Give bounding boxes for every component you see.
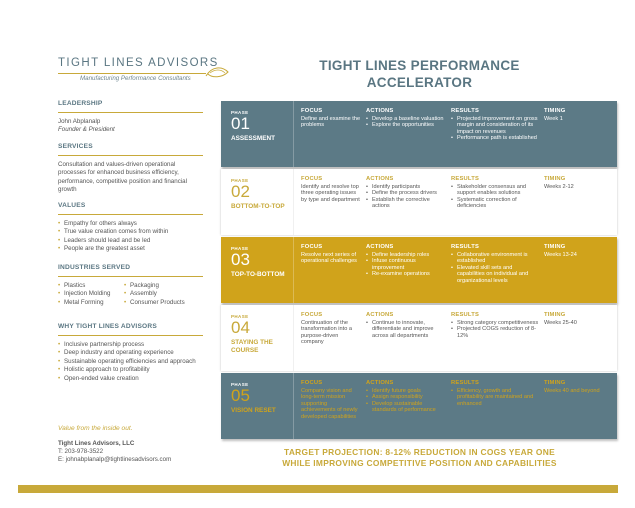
result-item: • Projected improvement on gross margin and consideration of its impact on revenues: [451, 116, 539, 136]
why-item: • Inclusive partnership process: [58, 341, 203, 350]
phase-name: STAYING THE COURSE: [231, 339, 273, 354]
industry-item: • Plastics: [58, 282, 124, 291]
focus-cell: [301, 380, 361, 421]
action-item: • Develop a baseline valuation: [366, 116, 444, 123]
phase-number: 05: [231, 386, 250, 405]
phase-number: 03: [231, 250, 250, 269]
column-divider: [293, 373, 294, 439]
why-heading: WHY TIGHT LINES ADVISORS: [58, 323, 203, 336]
result-item: • Projected COGS reduction of 8-12%: [451, 326, 539, 339]
why-item: • Sustainable operating efficiencies and approach: [58, 358, 203, 367]
values-section: [58, 202, 203, 254]
timing-heading: TIMING: [544, 380, 566, 386]
results-cell: [451, 380, 539, 407]
timing-text: Weeks 25-40: [544, 319, 577, 326]
phase-label: [231, 314, 291, 354]
timing-text: Week 1: [544, 115, 563, 122]
leader-name: John Abplanalp: [58, 117, 101, 125]
sidebar-tagline: Value from the inside out.: [58, 425, 133, 432]
column-divider: [293, 237, 294, 303]
projection-line-1: TARGET PROJECTION: 8-12% REDUCTION IN COGS YEAR ONE: [284, 447, 555, 457]
focus-heading: FOCUS: [301, 312, 323, 318]
actions-heading: ACTIONS: [366, 312, 394, 318]
values-item: • True value creation comes from within: [58, 228, 203, 237]
industries-heading: INDUSTRIES SERVED: [58, 264, 203, 277]
industry-item: • Consumer Products: [124, 299, 190, 308]
phase-row-02: [221, 169, 617, 235]
results-cell: [451, 176, 539, 210]
focus-text: Continuation of the transformation into a purpose-driven company: [301, 319, 352, 346]
why-item: • Holistic approach to profitability: [58, 366, 203, 375]
timing-heading: TIMING: [544, 176, 566, 182]
phase-row-05: [221, 373, 617, 439]
focus-cell: [301, 244, 361, 265]
result-item: • Elevated skill sets and capabilities on individual and organizational levels: [451, 265, 539, 285]
phase-name: BOTTOM-TO-TOP: [231, 203, 285, 210]
phase-label: [231, 110, 291, 143]
industries-section: [58, 264, 203, 307]
values-heading: VALUES: [58, 202, 203, 215]
actions-cell: [366, 108, 444, 129]
phase-name: TOP-TO-BOTTOM: [231, 271, 285, 278]
actions-heading: ACTIONS: [366, 176, 394, 182]
values-item: • Empathy for others always: [58, 220, 203, 229]
why-item: • Open-ended value creation: [58, 375, 203, 384]
actions-heading: ACTIONS: [366, 108, 394, 114]
phase-number: 01: [231, 114, 250, 133]
services-section: [58, 143, 203, 195]
action-item: • Establish the corrective actions: [366, 197, 444, 210]
focus-text: Resolve next series of operational challenges: [301, 251, 357, 265]
why-section: [58, 323, 203, 383]
phase-name: VISION RESET: [231, 407, 276, 414]
results-heading: RESULTS: [451, 380, 480, 386]
logo-name: TIGHT LINES ADVISORS: [58, 57, 219, 69]
column-divider: [293, 169, 294, 235]
leader-role: Founder & President: [58, 126, 115, 133]
title-line-1: TIGHT LINES PERFORMANCE: [319, 58, 520, 73]
timing-cell: [544, 108, 614, 122]
target-projection: [222, 447, 617, 469]
timing-text: Weeks 13-24: [544, 251, 577, 258]
action-item: • Re-examine operations: [366, 271, 444, 278]
action-item: • Continue to innovate, differentiate and improve across all departments: [366, 320, 444, 340]
actions-cell: [366, 176, 444, 210]
actions-cell: [366, 312, 444, 339]
timing-text: Weeks 2-12: [544, 183, 574, 190]
actions-cell: [366, 380, 444, 414]
actions-heading: ACTIONS: [366, 380, 394, 386]
action-item: • Develop sustainable standards of performance: [366, 401, 444, 414]
timing-cell: [544, 380, 614, 394]
results-heading: RESULTS: [451, 108, 480, 114]
column-divider: [293, 101, 294, 167]
result-item: • Strong category competitiveness: [451, 320, 539, 327]
phase-row-01: [221, 101, 617, 167]
action-item: • Identify future goals: [366, 388, 444, 395]
phase-name: ASSESSMENT: [231, 135, 276, 142]
phase-row-04: [221, 305, 617, 371]
action-item: • Identify participants: [366, 184, 444, 191]
title-line-2: ACCELERATOR: [366, 75, 473, 90]
phase-caption: PHASE: [231, 178, 249, 183]
logo-rule: [58, 73, 206, 74]
result-item: • Stakeholder consensus and support enables solutions: [451, 184, 539, 197]
actions-heading: ACTIONS: [366, 244, 394, 250]
results-cell: [451, 244, 539, 285]
results-cell: [451, 312, 539, 339]
action-item: • Assign responsibility: [366, 394, 444, 401]
timing-cell: [544, 176, 614, 190]
timing-heading: TIMING: [544, 244, 566, 250]
result-item: • Systematic correction of deficiencies: [451, 197, 539, 210]
company-logo: [58, 57, 228, 82]
focus-cell: [301, 176, 361, 203]
timing-cell: [544, 312, 614, 326]
focus-text: Identify and resolve top three operating issues by type and department: [301, 183, 360, 203]
industry-item: • Metal Forming: [58, 299, 124, 308]
contact-email[interactable]: E: johnabplanalp@tightlinesadvisors.com: [58, 456, 172, 463]
focus-heading: FOCUS: [301, 380, 323, 386]
result-item: • Efficiency, growth and profitability are maintained and enhanced: [451, 388, 539, 408]
contact-block: [58, 440, 171, 464]
timing-heading: TIMING: [544, 312, 566, 318]
values-item: • Leaders should lead and be led: [58, 237, 203, 246]
phase-caption: PHASE: [231, 382, 249, 387]
services-text: Consultation and values-driven operational processes for enhanced business efficiency, performance, competitive position and financial growth: [58, 160, 187, 193]
focus-cell: [301, 108, 361, 129]
timing-text: Weeks 40 and beyond: [544, 387, 600, 394]
results-cell: [451, 108, 539, 142]
focus-heading: FOCUS: [301, 244, 323, 250]
industry-item: • Packaging: [124, 282, 190, 291]
timing-heading: TIMING: [544, 108, 566, 114]
footer-bar: [18, 485, 618, 493]
results-heading: RESULTS: [451, 176, 480, 182]
phase-label: [231, 246, 291, 279]
results-heading: RESULTS: [451, 244, 480, 250]
logo-tagline: Manufacturing Performance Consultants: [80, 75, 191, 82]
phase-number: 02: [231, 182, 250, 201]
result-item: • Collaborative environment is established: [451, 252, 539, 265]
projection-line-2: WHILE IMPROVING COMPETITIVE POSITION AND CAPABILITIES: [282, 458, 557, 468]
focus-text: Define and examine the problems: [301, 115, 361, 129]
why-item: • Deep industry and operating experience: [58, 349, 203, 358]
contact-company: Tight Lines Advisors, LLC: [58, 440, 135, 447]
focus-heading: FOCUS: [301, 176, 323, 182]
phase-number: 04: [231, 318, 250, 337]
contact-phone: T: 203-978-3522: [58, 448, 104, 455]
phase-caption: PHASE: [231, 314, 249, 319]
focus-cell: [301, 312, 361, 346]
phase-caption: PHASE: [231, 110, 249, 115]
values-item: • People are the greatest asset: [58, 245, 203, 254]
phase-label: [231, 382, 291, 415]
industry-item: • Injection Molding: [58, 290, 124, 299]
result-item: • Performance path is established: [451, 135, 539, 142]
timing-cell: [544, 244, 614, 258]
results-heading: RESULTS: [451, 312, 480, 318]
focus-text: Company vision and long-term mission supporting achievements of newly developed capabilities: [301, 387, 358, 420]
actions-cell: [366, 244, 444, 278]
industry-item: • Assembly: [124, 290, 190, 299]
leadership-section: [58, 100, 203, 135]
page-title: [222, 57, 617, 91]
leadership-heading: LEADERSHIP: [58, 100, 203, 113]
services-heading: SERVICES: [58, 143, 203, 156]
action-item: • Infuse continuous improvement: [366, 258, 444, 271]
action-item: • Define the process drivers: [366, 190, 444, 197]
phase-label: [231, 178, 291, 211]
action-item: • Define leadership roles: [366, 252, 444, 259]
phase-row-03: [221, 237, 617, 303]
column-divider: [293, 305, 294, 371]
phase-caption: PHASE: [231, 246, 249, 251]
action-item: • Explore the opportunities: [366, 122, 444, 129]
focus-heading: FOCUS: [301, 108, 323, 114]
